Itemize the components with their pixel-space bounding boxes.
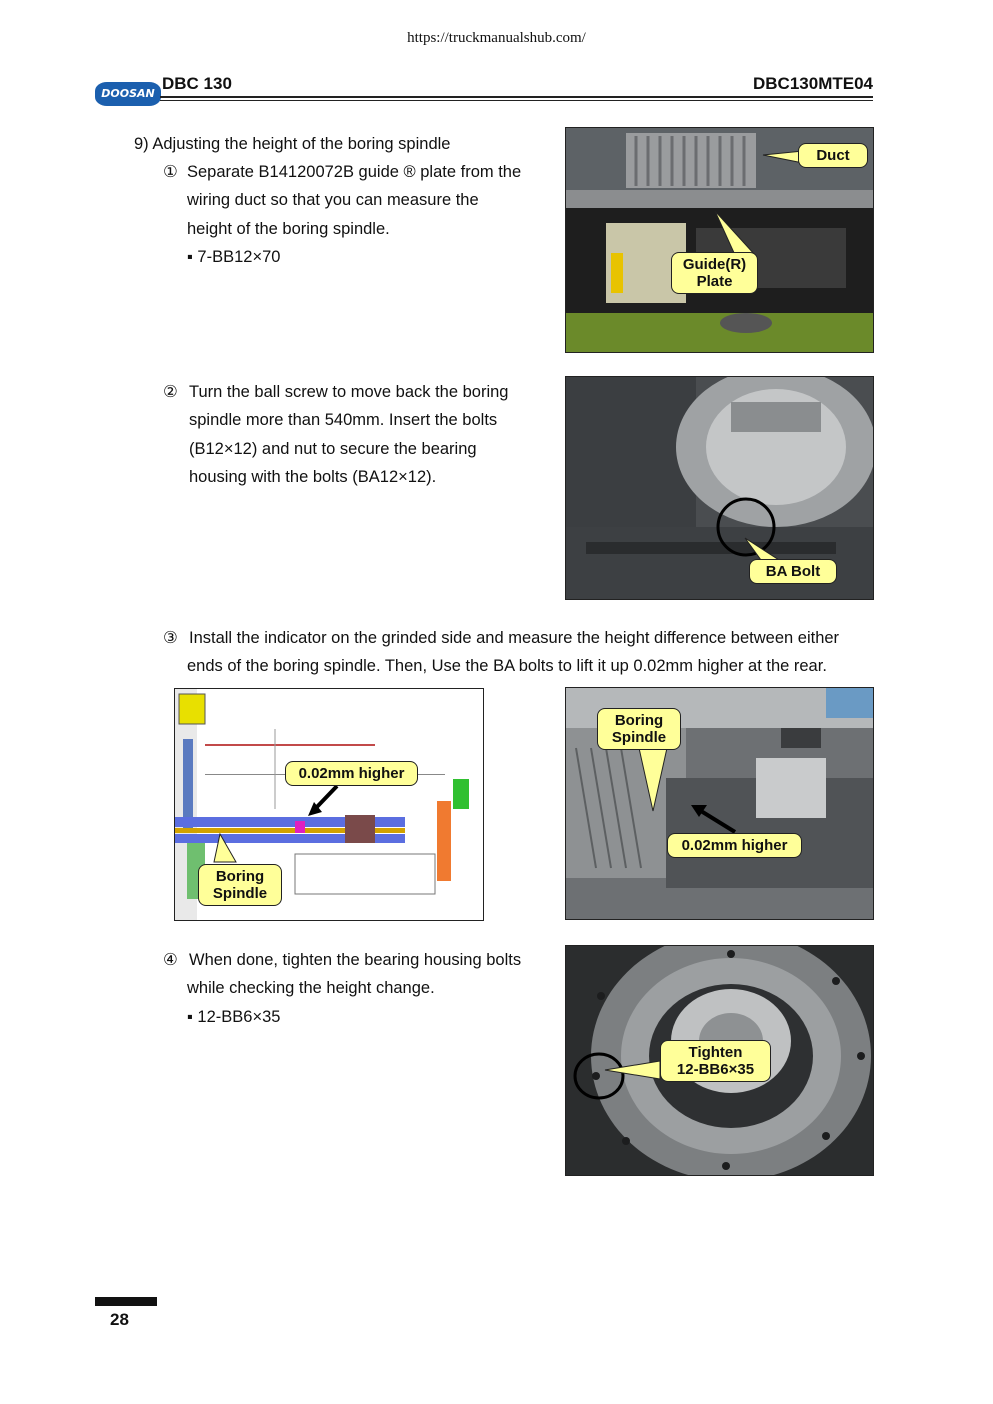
callout-higher-photo: 0.02mm higher (667, 833, 802, 858)
callout-ba-bolt: BA Bolt (749, 559, 837, 584)
callout-tighten (660, 1040, 771, 1082)
doosan-logo: DOOSAN (95, 82, 161, 106)
step4-number: ④ (163, 951, 178, 969)
callout-boring-spindle-diagram-line1: Boring (215, 868, 265, 885)
step1-bullet: ▪ 7-BB12×70 (187, 248, 281, 266)
step1-line3: height of the boring spindle. (187, 220, 390, 238)
step3-line1: Install the indicator on the grinded side and measure the height difference between either (189, 629, 840, 647)
step4-line2: while checking the height change. (187, 979, 435, 997)
callout-higher-diagram: 0.02mm higher (285, 761, 418, 786)
callout-boring-spindle-diagram-line2: Spindle (212, 885, 268, 902)
source-url[interactable]: https://truckmanualshub.com/ (407, 30, 586, 46)
header-model: DBC 130 (162, 74, 232, 93)
header-rule-thin (160, 100, 873, 101)
callout-tighten-line1: Tighten (688, 1044, 743, 1061)
callout-guide-plate-line1: Guide(R) (682, 256, 747, 273)
callout-boring-spindle-photo-line1: Boring (614, 712, 664, 729)
step3-line2: ends of the boring spindle. Then, Use the BA bolts to lift it up 0.02mm higher at the rear. (187, 657, 827, 675)
step2-line1: Turn the ball screw to move back the boring (189, 383, 509, 401)
callout-tighten-line2: 12-BB6×35 (676, 1061, 755, 1078)
section-title: 9) Adjusting the height of the boring spindle (134, 135, 451, 153)
callout-boring-spindle-photo (597, 708, 681, 750)
header-rule (160, 96, 873, 98)
step2-number: ② (163, 383, 178, 401)
callout-boring-spindle-photo-line2: Spindle (611, 729, 667, 746)
step1-line1: Separate B14120072B guide ® plate from the (187, 163, 522, 181)
step1-line2: wiring duct so that you can measure the (187, 191, 479, 209)
page-number: 28 (110, 1310, 129, 1329)
page-number-bar (95, 1297, 157, 1306)
step1-number: ① (163, 163, 178, 181)
step2-line3: (B12×12) and nut to secure the bearing (189, 440, 477, 458)
header-doc-code: DBC130MTE04 (753, 74, 873, 93)
step3-number: ③ (163, 629, 178, 647)
callout-guide-plate (671, 252, 758, 294)
callout-duct: Duct (798, 143, 868, 168)
callout-guide-plate-line2: Plate (696, 273, 733, 290)
step4-bullet: ▪ 12-BB6×35 (187, 1008, 281, 1026)
callout-boring-spindle-diagram (198, 864, 282, 906)
step2-line4: housing with the bolts (BA12×12). (189, 468, 437, 486)
step2-line2: spindle more than 540mm. Insert the bolts (189, 411, 498, 429)
step4-line1: When done, tighten the bearing housing bolts (189, 951, 522, 969)
